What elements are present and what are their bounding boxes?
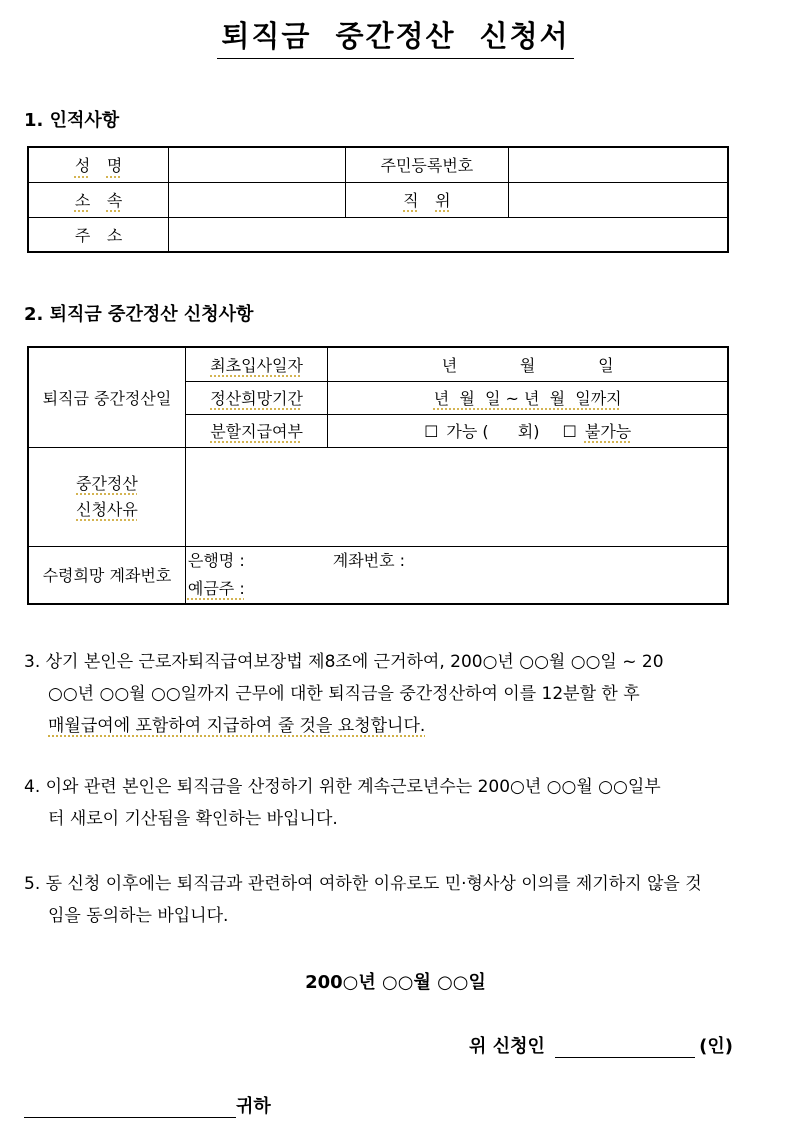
period-label-text: 정산희망기간 <box>210 389 303 408</box>
position-label-a: 직 <box>403 191 419 210</box>
address-label <box>28 217 169 252</box>
position-label-b: 위 <box>435 191 451 210</box>
impossible-label: 불가능 <box>584 422 632 441</box>
para5-line1: 5. 동 신청 이후에는 퇴직금과 관련하여 여하한 이유로도 민·형사상 이의를 제기하지 않을 것 <box>24 874 702 894</box>
bank-label: 은행명 : <box>187 550 245 570</box>
account-no-label: 계좌번호 : <box>332 550 406 570</box>
name-label <box>28 147 169 182</box>
month-unit: 월 <box>519 355 536 375</box>
para5-line2: 임을 동의하는 바입니다. <box>48 906 229 926</box>
checkbox-impossible[interactable]: ☐ <box>562 422 577 441</box>
position-label <box>345 182 509 217</box>
reason-label-line2: 신청사유 <box>76 499 138 519</box>
para3-line2: ○○년 ○○월 ○○일까지 근무에 대한 퇴직금을 중간정산하여 이를 12분할 한 후 <box>48 684 640 704</box>
name-label-a: 성 <box>74 156 91 176</box>
period-field[interactable] <box>328 381 728 414</box>
signature-line[interactable] <box>555 1040 695 1058</box>
section2-heading: 2. 퇴직금 중간정산 신청사항 <box>24 304 254 325</box>
address-label-b: 소 <box>106 225 123 245</box>
dept-label <box>28 182 169 217</box>
hire-date-field[interactable] <box>328 347 728 381</box>
table-row <box>28 347 728 381</box>
para3-line3: 매월급여에 포함하여 지급하여 줄 것을 요청합니다. <box>48 716 426 736</box>
position-field[interactable] <box>509 182 728 217</box>
para4-line1: 4. 이와 관련 본인은 퇴직금을 산정하기 위한 계속근로년수는 200○년 ○○월 ○○일부 <box>24 777 661 797</box>
possible-label: 가능 ( <box>446 422 489 441</box>
reason-field[interactable] <box>185 447 728 546</box>
dept-label-b: 속 <box>106 191 123 210</box>
resident-no-text: 주민등록번호 <box>380 156 474 176</box>
holder-label: 예금주 : <box>187 578 245 598</box>
recipient-line[interactable] <box>24 1100 236 1118</box>
recipient <box>24 1092 271 1118</box>
hire-date-label <box>185 347 327 381</box>
address-field[interactable] <box>169 217 728 252</box>
table-row <box>28 182 728 217</box>
dept-label-a: 소 <box>74 191 91 210</box>
split-label-text: 분할지급여부 <box>210 422 303 441</box>
personal-info-table <box>27 146 729 253</box>
resident-no-label <box>345 147 509 182</box>
paragraph-3 <box>24 646 734 742</box>
paragraph-5 <box>24 868 734 932</box>
table-row <box>28 447 728 546</box>
settle-date-label <box>28 347 185 447</box>
period-label <box>185 381 327 414</box>
times-label: 회) <box>517 422 540 441</box>
applicant-signature <box>469 1032 733 1058</box>
para4-line2: 터 새로이 기산됨을 확인하는 바입니다. <box>48 809 338 829</box>
split-label <box>185 414 327 447</box>
account-label <box>28 546 185 604</box>
name-label-b: 명 <box>106 156 123 176</box>
paragraph-4 <box>24 771 734 835</box>
checkbox-possible[interactable]: ☐ <box>424 422 439 441</box>
table-row <box>28 217 728 252</box>
section1-heading: 1. 인적사항 <box>24 110 120 131</box>
reason-label <box>28 447 185 546</box>
hire-date-text: 최초입사일자 <box>210 355 303 375</box>
recipient-suffix: 귀하 <box>236 1096 271 1117</box>
year-unit: 년 <box>441 355 458 375</box>
split-field <box>328 414 728 447</box>
period-value-text: 년 월 일 ~ 년 월 일까지 <box>433 389 622 408</box>
settlement-request-table <box>27 346 729 605</box>
settle-date-text: 퇴직금 중간정산일 <box>42 388 172 408</box>
seal-mark: (인) <box>699 1036 733 1057</box>
document-title <box>0 14 791 59</box>
address-label-a: 주 <box>74 225 91 245</box>
name-field[interactable] <box>169 147 345 182</box>
applicant-label: 위 신청인 <box>469 1036 545 1057</box>
table-row <box>28 147 728 182</box>
dept-field[interactable] <box>169 182 345 217</box>
account-field[interactable] <box>185 546 728 604</box>
account-label-text: 수령희망 계좌번호 <box>42 566 172 585</box>
reason-label-line1: 중간정산 <box>76 473 138 493</box>
title-text: 퇴직금 중간정산 신청서 <box>217 14 573 59</box>
para3-line1: 3. 상기 본인은 근로자퇴직급여보장법 제8조에 근거하여, 200○년 ○○월 ○○일 ~ 20 <box>24 652 664 672</box>
table-row <box>28 546 728 604</box>
document-date: 200○년 ○○월 ○○일 <box>305 972 486 993</box>
resident-no-field[interactable] <box>509 147 728 182</box>
day-unit: 일 <box>598 355 614 375</box>
